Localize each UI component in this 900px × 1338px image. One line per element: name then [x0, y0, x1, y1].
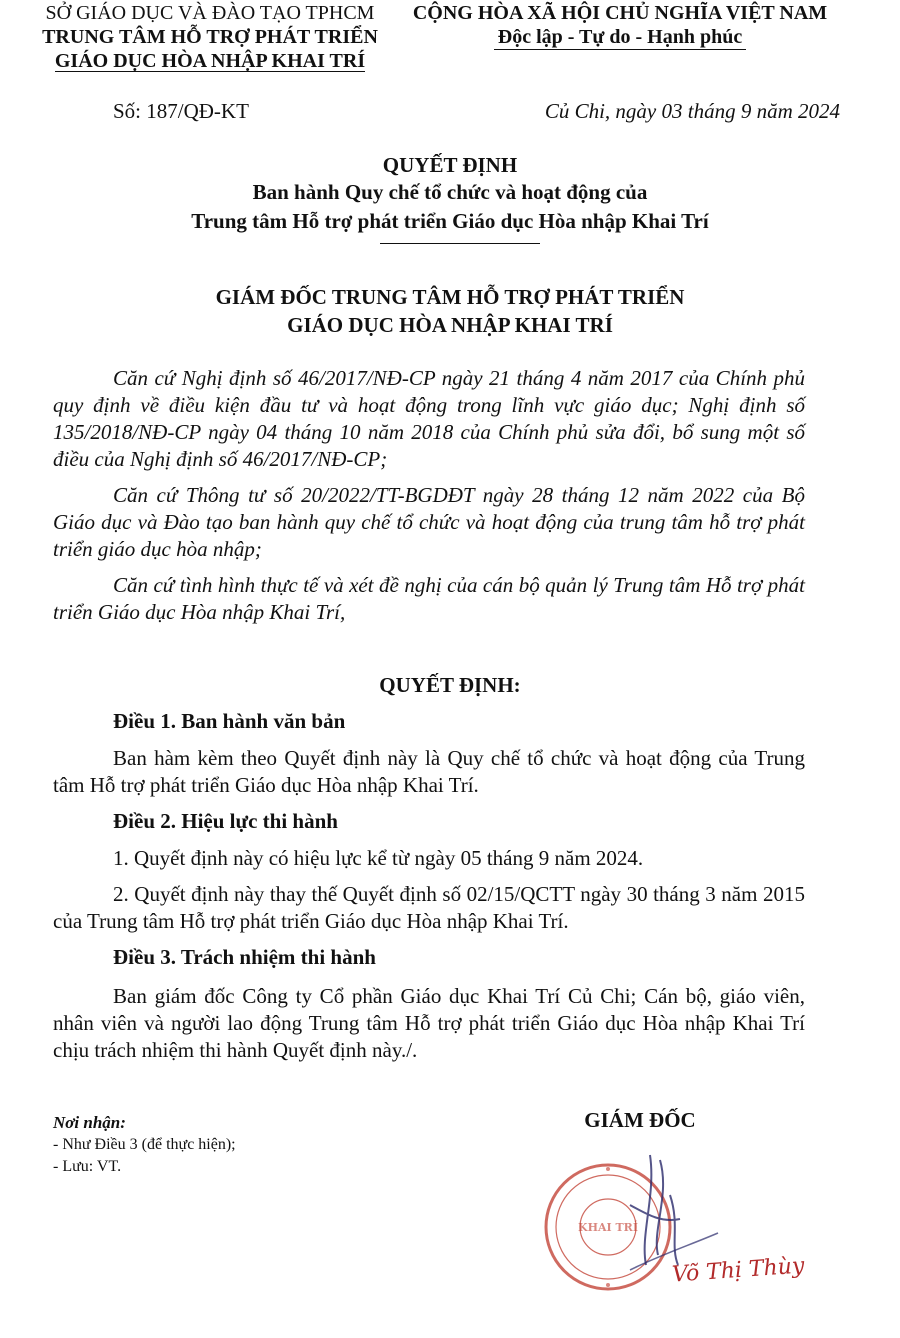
issuing-agency-block: [5, 1, 415, 73]
agency-name-line2: GIÁO DỤC HÒA NHẬP KHAI TRÍ: [54, 50, 366, 72]
title-divider: [380, 243, 540, 244]
subject-line2: Trung tâm Hỗ trợ phát triển Giáo dục Hòa nhập Khai Trí: [191, 209, 709, 233]
article-3-heading: Điều 3. Trách nhiệm thi hành: [113, 945, 376, 969]
document-number: Số: 187/QĐ-KT: [113, 99, 249, 123]
national-motto: Độc lập - Tự do - Hạnh phúc: [494, 25, 746, 50]
subject-line1: Ban hành Quy chế tổ chức và hoạt động của: [252, 180, 648, 204]
signer-name: Võ Thị Thùy: [671, 1253, 806, 1288]
document-subject: [0, 178, 900, 236]
legal-basis-3: Căn cứ tình hình thực tế và xét đề nghị của cán bộ quản lý Trung tâm Hỗ trợ phát triển Giáo dục Hòa nhập Khai Trí,: [53, 573, 805, 624]
article-2-heading: Điều 2. Hiệu lực thi hành: [113, 809, 338, 833]
authority-line2: GIÁO DỤC HÒA NHẬP KHAI TRÍ: [287, 313, 613, 337]
national-title: CỘNG HÒA XÃ HỘI CHỦ NGHĨA VIỆT NAM: [412, 2, 828, 24]
signer-title: GIÁM ĐỐC: [584, 1108, 696, 1132]
place-and-date: Củ Chi, ngày 03 tháng 9 năm 2024: [544, 99, 840, 123]
recipient-item: - Lưu: VT.: [53, 1158, 122, 1175]
national-title-block: [400, 1, 840, 50]
recipient-item: - Như Điều 3 (để thực hiện);: [53, 1136, 236, 1153]
recipients-label: Nơi nhận:: [53, 1113, 126, 1132]
legal-basis-1: Căn cứ Nghị định số 46/2017/NĐ-CP ngày 21 tháng 4 năm 2017 của Chính phủ quy định về điều kiện đầu tư và hoạt động trong lĩnh vực giáo dục; Nghị định số 135/2018/NĐ-CP ngày 04 tháng 10 năm 2018 của Chính phủ sửa đổi, bổ sung một số điều của Nghị định số 46/2017/NĐ-CP;: [53, 366, 805, 471]
article-2-clause-1: 1. Quyết định này có hiệu lực kể từ ngày 05 tháng 9 năm 2024.: [113, 846, 644, 870]
official-stamp: [530, 1135, 720, 1325]
document-type: QUYẾT ĐỊNH: [382, 153, 518, 177]
decision-heading: QUYẾT ĐỊNH:: [379, 673, 521, 697]
article-3-text: Ban giám đốc Công ty Cổ phần Giáo dục Khai Trí Củ Chi; Cán bộ, giáo viên, nhân viên và người lao động Trung tâm Hỗ trợ phát triển Giáo dục Hòa nhập Khai Trí chịu trách nhiệm thi hành Quyết định này./.: [53, 984, 805, 1062]
agency-name-line1: TRUNG TÂM HỖ TRỢ PHÁT TRIỂN: [42, 26, 378, 48]
parent-agency: SỞ GIÁO DỤC VÀ ĐÀO TẠO TPHCM: [45, 2, 375, 24]
stamp-text: KHAI TRÍ: [578, 1221, 638, 1234]
article-2-clause-2: 2. Quyết định này thay thế Quyết định số 02/15/QCTT ngày 30 tháng 3 năm 2015 của Trung tâm Hỗ trợ phát triển Giáo dục Hòa nhập Khai Trí.: [53, 882, 805, 933]
issuing-authority: [0, 283, 900, 339]
authority-line1: GIÁM ĐỐC TRUNG TÂM HỖ TRỢ PHÁT TRIỂN: [215, 285, 685, 309]
article-1-heading: Điều 1. Ban hành văn bản: [113, 709, 346, 733]
recipients-block: [53, 1112, 236, 1178]
legal-basis-2: Căn cứ Thông tư số 20/2022/TT-BGDĐT ngày 28 tháng 12 năm 2022 của Bộ Giáo dục và Đào tạo ban hành quy chế tổ chức và hoạt động của trung tâm hỗ trợ phát triển giáo dục hòa nhập;: [53, 483, 805, 561]
article-1-text: Ban hàm kèm theo Quyết định này là Quy chế tổ chức và hoạt động của Trung tâm Hỗ trợ phát triển Giáo dục Hòa nhập Khai Trí.: [53, 746, 805, 797]
